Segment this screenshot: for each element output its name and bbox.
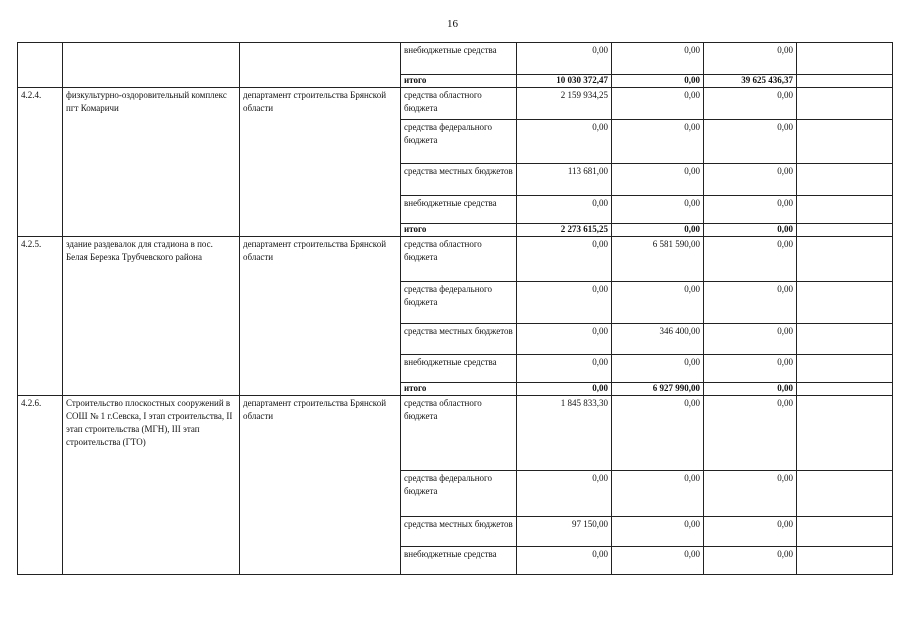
- source-label: средства областного бюджета: [401, 237, 517, 282]
- item-name: Строительство плоскостных сооружений в СОШ № 1 г.Севска, I этап строительства, II этап строительства (МГН), III этап строительства (ГТО): [63, 396, 240, 575]
- source-label: внебюджетные средства: [401, 196, 517, 224]
- source-label: средства местных бюджетов: [401, 324, 517, 355]
- value-year-3: 0,00: [704, 547, 797, 575]
- source-label: внебюджетные средства: [401, 355, 517, 383]
- source-label: средства федерального бюджета: [401, 282, 517, 324]
- empty-cell: [797, 224, 893, 237]
- value-year-2: 0,00: [612, 547, 704, 575]
- empty-cell: [797, 43, 893, 75]
- budget-table: [17, 42, 893, 575]
- empty-cell: [797, 324, 893, 355]
- value-year-3: 0,00: [704, 324, 797, 355]
- value-year-3: 0,00: [704, 237, 797, 282]
- value-year-3: 0,00: [704, 43, 797, 75]
- value-year-3: 0,00: [704, 88, 797, 120]
- value-year-1: 0,00: [517, 324, 612, 355]
- empty-cell: [797, 383, 893, 396]
- item-name-cell: [63, 43, 240, 88]
- source-label: внебюджетные средства: [401, 43, 517, 75]
- empty-cell: [797, 237, 893, 282]
- value-year-1: 2 273 615,25: [517, 224, 612, 237]
- empty-cell: [797, 88, 893, 120]
- empty-cell: [797, 282, 893, 324]
- value-year-2: 0,00: [612, 224, 704, 237]
- value-year-1: 0,00: [517, 237, 612, 282]
- empty-cell: [797, 164, 893, 196]
- value-year-2: 0,00: [612, 355, 704, 383]
- source-label: средства местных бюджетов: [401, 164, 517, 196]
- value-year-3: 0,00: [704, 383, 797, 396]
- table-row: [18, 396, 893, 471]
- value-year-1: 0,00: [517, 547, 612, 575]
- empty-cell: [797, 75, 893, 88]
- value-year-2: 0,00: [612, 471, 704, 517]
- source-label: итого: [401, 383, 517, 396]
- empty-cell: [797, 120, 893, 164]
- value-year-2: 0,00: [612, 88, 704, 120]
- item-name: физкультурно-оздоровительный комплекс пгт Комаричи: [63, 88, 240, 237]
- value-year-1: 10 030 372,47: [517, 75, 612, 88]
- source-label: итого: [401, 75, 517, 88]
- value-year-1: 97 150,00: [517, 517, 612, 547]
- value-year-1: 2 159 934,25: [517, 88, 612, 120]
- item-name: здание раздевалок для стадиона в пос. Белая Березка Трубчевского района: [63, 237, 240, 396]
- value-year-1: 1 845 833,30: [517, 396, 612, 471]
- source-label: итого: [401, 224, 517, 237]
- value-year-3: 0,00: [704, 517, 797, 547]
- executor: департамент строительства Брянской области: [240, 237, 401, 396]
- value-year-3: 39 625 436,37: [704, 75, 797, 88]
- value-year-2: 6 927 990,00: [612, 383, 704, 396]
- value-year-3: 0,00: [704, 120, 797, 164]
- value-year-2: 0,00: [612, 517, 704, 547]
- value-year-1: 0,00: [517, 196, 612, 224]
- empty-cell: [797, 196, 893, 224]
- value-year-1: 0,00: [517, 471, 612, 517]
- value-year-1: 113 681,00: [517, 164, 612, 196]
- value-year-3: 0,00: [704, 224, 797, 237]
- value-year-2: 346 400,00: [612, 324, 704, 355]
- value-year-1: 0,00: [517, 120, 612, 164]
- value-year-2: 0,00: [612, 164, 704, 196]
- source-label: средства областного бюджета: [401, 88, 517, 120]
- value-year-3: 0,00: [704, 282, 797, 324]
- item-number-cell: [18, 43, 63, 88]
- value-year-2: 0,00: [612, 196, 704, 224]
- value-year-1: 0,00: [517, 383, 612, 396]
- source-label: средства федерального бюджета: [401, 471, 517, 517]
- value-year-3: 0,00: [704, 196, 797, 224]
- empty-cell: [797, 547, 893, 575]
- executor: департамент строительства Брянской области: [240, 396, 401, 575]
- page-number: 16: [447, 18, 458, 30]
- value-year-2: 6 581 590,00: [612, 237, 704, 282]
- value-year-3: 0,00: [704, 164, 797, 196]
- executor: департамент строительства Брянской области: [240, 88, 401, 237]
- value-year-2: 0,00: [612, 75, 704, 88]
- executor-cell: [240, 43, 401, 88]
- value-year-3: 0,00: [704, 396, 797, 471]
- source-label: средства федерального бюджета: [401, 120, 517, 164]
- source-label: средства областного бюджета: [401, 396, 517, 471]
- table-row: [18, 43, 893, 75]
- value-year-2: 0,00: [612, 396, 704, 471]
- item-number: 4.2.5.: [18, 237, 63, 396]
- table-row: [18, 237, 893, 282]
- value-year-1: 0,00: [517, 355, 612, 383]
- empty-cell: [797, 396, 893, 471]
- empty-cell: [797, 517, 893, 547]
- item-number: 4.2.4.: [18, 88, 63, 237]
- value-year-2: 0,00: [612, 282, 704, 324]
- value-year-3: 0,00: [704, 355, 797, 383]
- empty-cell: [797, 355, 893, 383]
- empty-cell: [797, 471, 893, 517]
- value-year-2: 0,00: [612, 43, 704, 75]
- value-year-2: 0,00: [612, 120, 704, 164]
- value-year-1: 0,00: [517, 282, 612, 324]
- source-label: внебюджетные средства: [401, 547, 517, 575]
- source-label: средства местных бюджетов: [401, 517, 517, 547]
- table-row: [18, 88, 893, 120]
- value-year-3: 0,00: [704, 471, 797, 517]
- item-number: 4.2.6.: [18, 396, 63, 575]
- value-year-1: 0,00: [517, 43, 612, 75]
